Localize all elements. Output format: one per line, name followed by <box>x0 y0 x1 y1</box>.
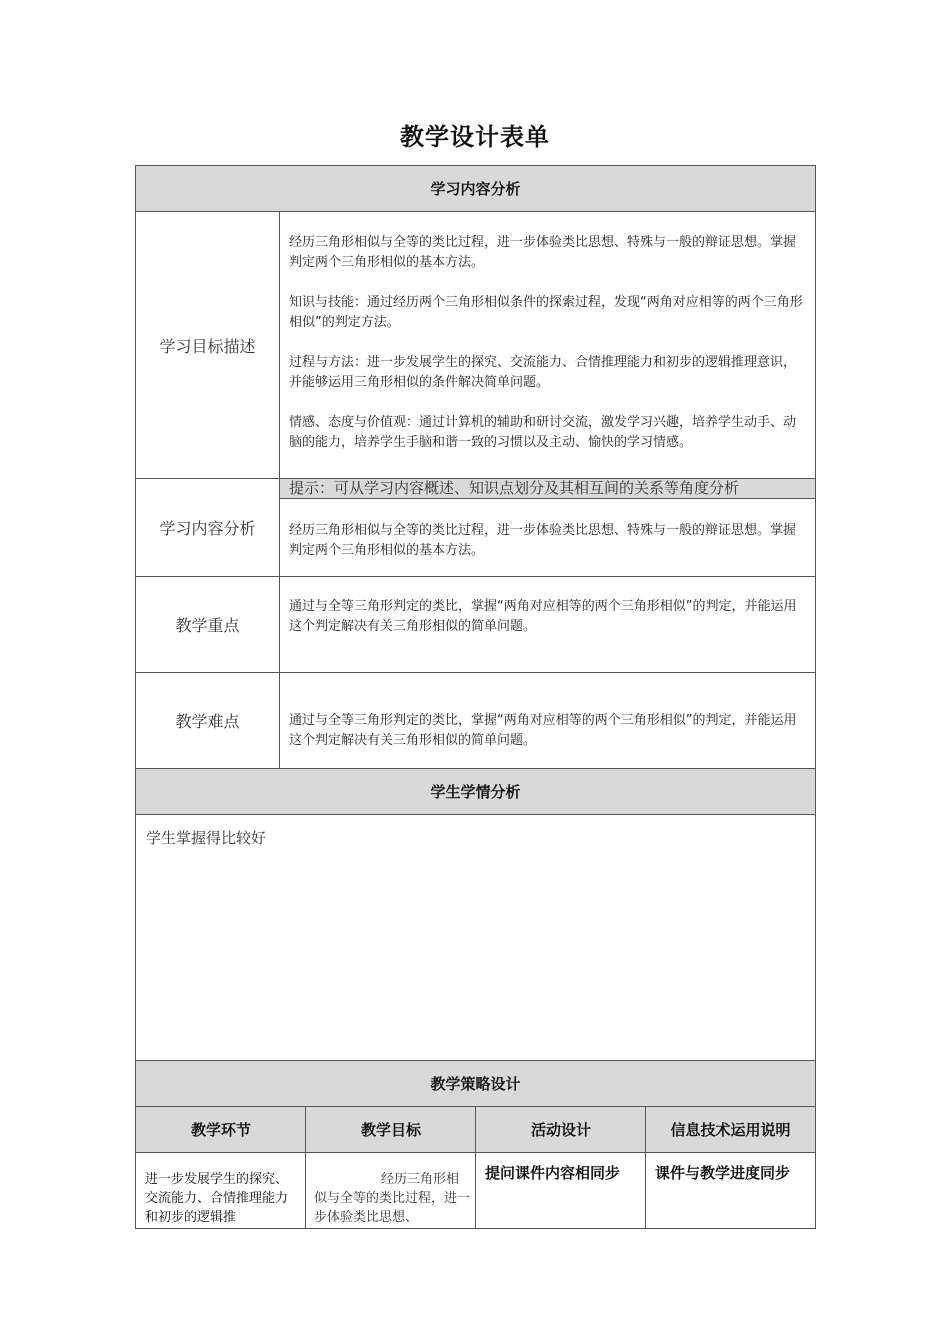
row-content-analysis <box>136 479 815 577</box>
cell-objective: 经历三角形相似与全等的类比过程，进一步体验类比思想、 <box>314 1172 470 1225</box>
row-key-point <box>136 577 815 673</box>
goal-paragraph-intro: 经历三角形相似与全等的类比过程，进一步体验类比思想、特殊与一般的辩证思想。掌握判定两个三角形相似的基本方法。 <box>289 235 797 270</box>
row-difficulty <box>136 673 815 769</box>
cell-stage: 进一步发展学生的探究、交流能力、合情推理能力和初步的逻辑推 <box>145 1172 289 1225</box>
label-key-point: 教学重点 <box>136 577 280 672</box>
label-difficulty: 教学难点 <box>136 673 280 768</box>
table-divider <box>305 1107 306 1229</box>
table-divider <box>475 1107 476 1229</box>
col-header-activity: 活动设计 <box>476 1107 646 1152</box>
col-header-stage: 教学环节 <box>136 1107 306 1152</box>
goal-paragraph-knowledge: 知识与技能：通过经历两个三角形相似条件的探索过程，发现“两角对应相等的两个三角形相似”的判定方法。 <box>289 295 803 330</box>
table-divider <box>645 1107 646 1229</box>
row-student-analysis <box>136 815 815 1061</box>
section-header-student-analysis: 学生学情分析 <box>136 769 815 815</box>
goal-paragraph-emotion: 情感、态度与价值观：通过计算机的辅助和研讨交流，激发学习兴趣，培养学生动手、动脑的能力，培养学生手脑和谐一致的习惯以及主动、愉快的学习情感。 <box>289 415 797 450</box>
col-header-objective: 教学目标 <box>306 1107 476 1152</box>
difficulty-text: 通过与全等三角形判定的类比，掌握“两角对应相等的两个三角形相似”的判定，并能运用这个判定解决有关三角形相似的简单问题。 <box>289 713 797 748</box>
cell-it-usage: 课件与教学进度同步 <box>655 1164 791 1182</box>
page-title: 教学设计表单 <box>400 123 550 151</box>
col-header-it-usage: 信息技术运用说明 <box>646 1107 815 1152</box>
key-point-text: 通过与全等三角形判定的类比，掌握“两角对应相等的两个三角形相似”的判定，并能运用这个判定解决有关三角形相似的简单问题。 <box>289 599 797 634</box>
learning-goals-text <box>289 233 805 473</box>
hint-banner: 提示：可从学习内容概述、知识点划分及其相互间的关系等角度分析 <box>280 479 815 499</box>
label-learning-goals: 学习目标描述 <box>136 212 280 478</box>
content-analysis-text: 经历三角形相似与全等的类比过程，进一步体验类比思想、特殊与一般的辩证思想。掌握判定两个三角形相似的基本方法。 <box>289 523 797 558</box>
section-header-content-analysis: 学习内容分析 <box>136 166 815 212</box>
section-header-strategy: 教学策略设计 <box>136 1061 815 1107</box>
row-learning-goals <box>136 212 815 479</box>
goal-paragraph-process: 过程与方法：进一步发展学生的探究、交流能力、合情推理能力和初步的逻辑推理意识，并能够运用三角形相似的条件解决简单问题。 <box>289 355 797 390</box>
label-content-analysis: 学习内容分析 <box>136 479 280 576</box>
cell-activity: 提问课件内容相同步 <box>485 1164 621 1182</box>
student-analysis-text: 学生掌握得比较好 <box>146 829 267 847</box>
design-form <box>135 165 816 1229</box>
